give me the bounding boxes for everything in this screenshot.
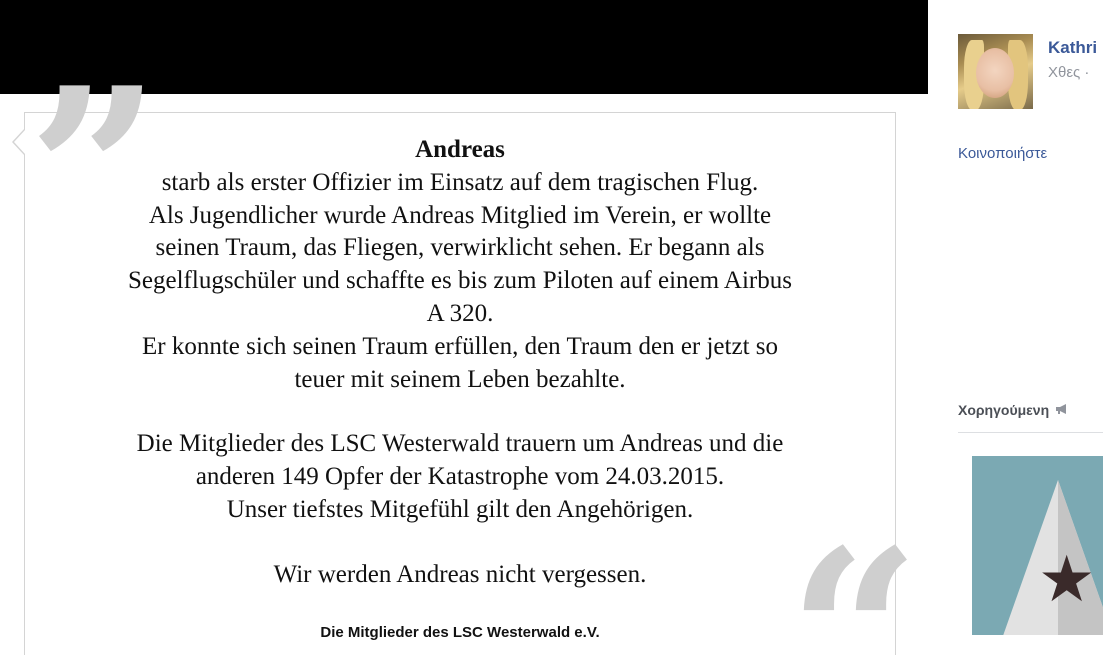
memorial-signature: Die Mitglieder des LSC Westerwald e.V. <box>320 624 600 641</box>
quote-close-mark: “ <box>788 500 903 655</box>
memorial-line: Er konnte sich seinen Traum erfüllen, den Traum den er jetzt so <box>142 332 778 360</box>
memorial-line: Als Jugendlicher wurde Andreas Mitglied im Verein, er wollte <box>148 201 772 229</box>
memorial-closing: Wir werden Andreas nicht vergessen. <box>273 560 647 588</box>
sponsored-ad-image[interactable] <box>972 456 1103 635</box>
memorial-line: anderen 149 Opfer der Katastrophe vom 24.03.2015. <box>195 463 725 491</box>
memorial-line: seinen Traum, das Fliegen, verwirklicht sehen. Er begann als <box>155 234 765 262</box>
quote-open-mark: ” <box>28 38 143 308</box>
memorial-line: teuer mit seinem Leben bezahlte. <box>294 365 626 393</box>
memorial-line: starb als erster Offizier im Einsatz auf dem tragischen Flug. <box>161 168 759 196</box>
memorial-text <box>24 134 896 592</box>
sponsored-label: Χορηγούμενη <box>958 402 1050 418</box>
sponsored-heading <box>958 402 1069 418</box>
divider <box>958 432 1103 433</box>
photo-sidebar <box>928 0 1103 655</box>
post-timestamp[interactable]: Χθες · <box>1048 64 1090 81</box>
memorial-line: Die Mitglieder des LSC Westerwald trauern um Andreas und die <box>136 430 784 458</box>
author-name-link[interactable]: Kathri <box>1048 38 1098 57</box>
memorial-line: A 320. <box>426 299 494 327</box>
paragraph-spacer <box>24 527 896 559</box>
avatar-face <box>976 48 1014 98</box>
share-link[interactable]: Κοινοποιήστε <box>958 145 1048 162</box>
memorial-title: Andreas <box>415 136 505 163</box>
avatar[interactable] <box>958 34 1033 109</box>
megaphone-icon <box>1055 403 1069 418</box>
memorial-line: Unser tiefstes Mitgefühl gilt den Angehörigen. <box>226 495 694 523</box>
paragraph-spacer <box>24 396 896 428</box>
star-icon: ★ <box>1038 543 1096 617</box>
memorial-line: Segelflugschüler und schaffte es bis zum Piloten auf einem Airbus <box>128 267 792 295</box>
